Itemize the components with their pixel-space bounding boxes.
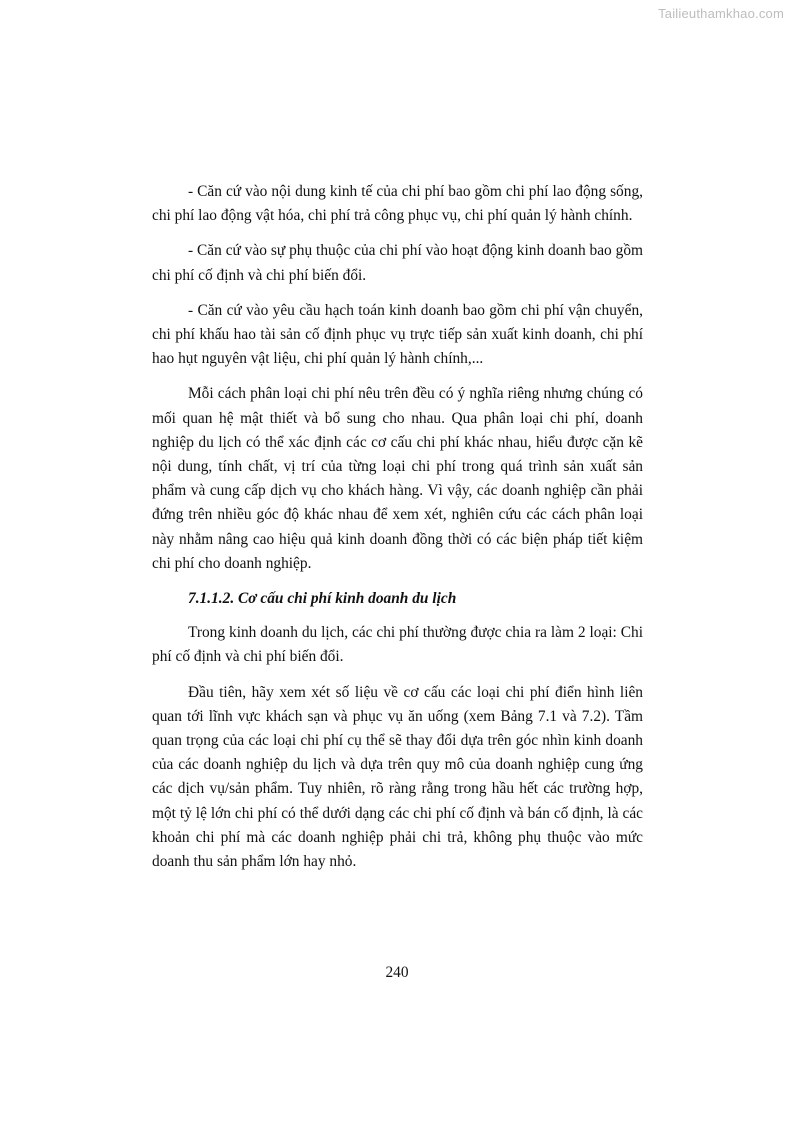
paragraph-cost-types: Trong kinh doanh du lịch, các chi phí thường được chia ra làm 2 loại: Chi phí cố định và chi phí biến đổi. [152, 624, 643, 666]
watermark: Tailieuthamkhao.com [658, 6, 784, 21]
paragraph-accounting: - Căn cứ vào yêu cầu hạch toán kinh doanh bao gồm chi phí vận chuyển, chi phí khấu hao tài sản cố định phục vụ trực tiếp sản xuất kinh doanh, chi phí hao hụt nguyên vật liệu, chi phí quản lý hành chính,... [152, 301, 643, 368]
paragraph-cost-structure: Đầu tiên, hãy xem xét số liệu về cơ cấu các loại chi phí điển hình liên quan tới lĩnh vực khách sạn và phục vụ ăn uống (xem Bảng 7.1 và 7.2). Tầm quan trọng của các loại chi phí cụ thể sẽ thay đổi dựa trên góc nhìn kinh doanh của các doanh nghiệp du lịch và dựa trên quy mô của doanh nghiệp cung ứng các dịch vụ/sản phẩm. Tuy nhiên, rõ ràng rằng trong hầu hết các trường hợp, một tỷ lệ lớn chi phí có thể dưới dạng các chi phí cố định và bán cố định, là các khoản chi phí mà các doanh nghiệp phải chi trả, không phụ thuộc vào mức doanh thu sản phẩm lớn hay nhỏ. [152, 683, 643, 871]
paragraph-classification-meaning: Mỗi cách phân loại chi phí nêu trên đều có ý nghĩa riêng nhưng chúng có mối quan hệ mật thiết và bổ sung cho nhau. Qua phân loại chi phí, doanh nghiệp du lịch có thể xác định các cơ cấu chi phí khác nhau, hiểu được cặn kẽ nội dung, tính chất, vị trí của từng loại chi phí trong quá trình sản xuất sản phẩm và cung cấp dịch vụ cho khách hàng. Vì vậy, các doanh nghiệp cần phải đứng trên nhiều góc độ khác nhau để xem xét, nghiên cứu các cách phân loại này nhằm nâng cao hiệu quả kinh doanh đồng thời có các biện pháp tiết kiệm chi phí cho doanh nghiệp. [152, 385, 643, 572]
paragraph-dependency: - Căn cứ vào sự phụ thuộc của chi phí vào hoạt động kinh doanh bao gồm chi phí cố định và chi phí biến đổi. [152, 242, 643, 284]
page-number: 240 [385, 964, 409, 981]
page-body [152, 180, 643, 885]
section-heading: 7.1.1.2. Cơ cấu chi phí kinh doanh du lịch [188, 590, 457, 608]
paragraph-economic-content: - Căn cứ vào nội dung kinh tế của chi phí bao gồm chi phí lao động sống, chi phí lao động vật hóa, chi phí trả công phục vụ, chi phí quản lý hành chính. [152, 183, 643, 225]
